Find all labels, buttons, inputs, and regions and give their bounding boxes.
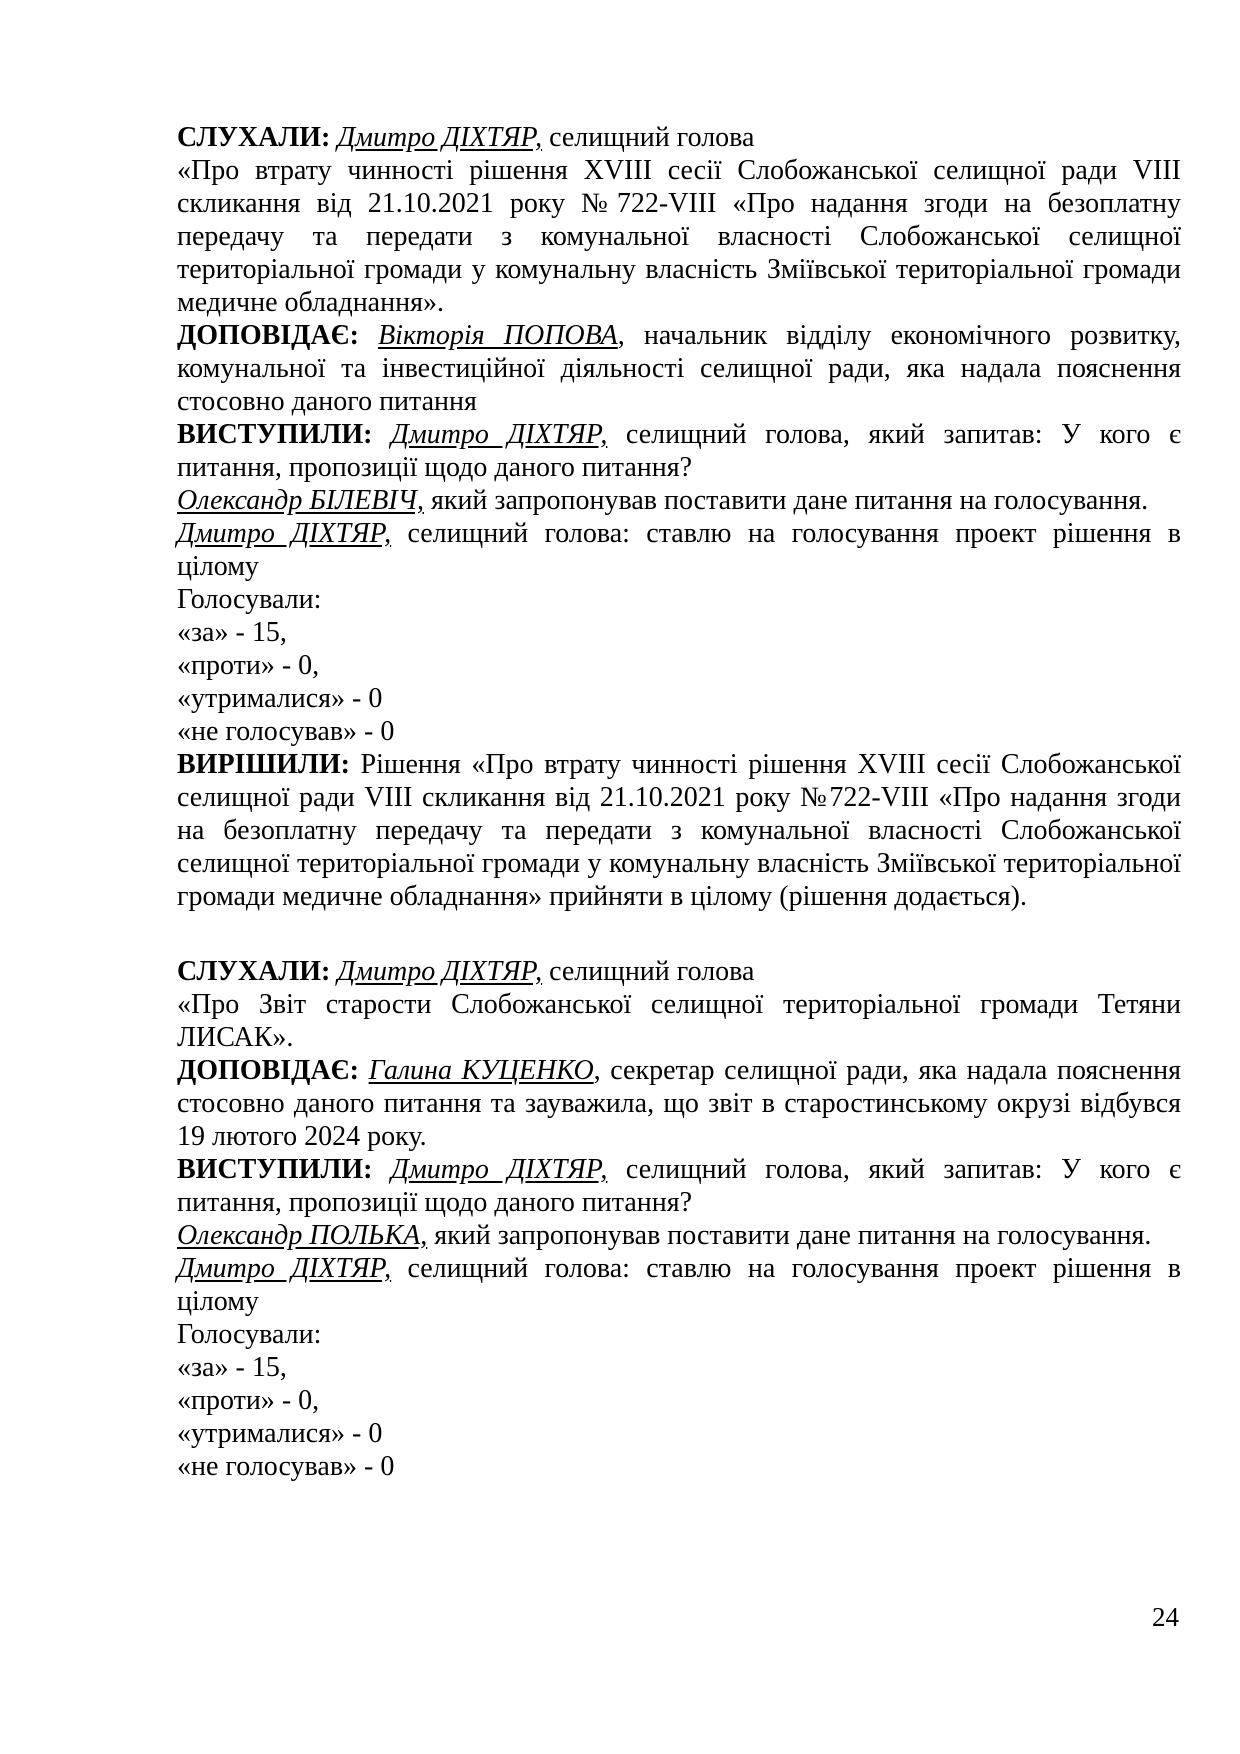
vote-abstained: «утрималися» - 0 (177, 1418, 383, 1449)
spoke-name: Дмитро ДІХТЯР, (391, 419, 608, 450)
vote-for: «за» - 15, (177, 1352, 287, 1383)
agenda-item-2 (177, 955, 1181, 1483)
spoke-label: ВИСТУПИЛИ: (177, 419, 373, 450)
spoke-text: селищний голова, який запитав: У кого є питання, пропозиції щодо даного питання? (177, 419, 1182, 483)
decided-line (177, 748, 1181, 913)
report-label: ДОПОВІДАЄ: (177, 1055, 359, 1086)
proposer-name: Олександр ПОЛЬКА, (177, 1220, 428, 1251)
decided-label: ВИРІШИЛИ: (177, 749, 350, 780)
vote-against: «проти» - 0, (177, 1385, 320, 1416)
chair-name: Дмитро ДІХТЯР, (177, 518, 392, 549)
spoke-line (177, 1153, 1181, 1219)
vote-abstained: «утрималися» - 0 (177, 683, 383, 714)
proposer-line (177, 484, 1181, 517)
vote-against: «проти» - 0, (177, 650, 320, 681)
report-text: , начальник відділу економічного розвитку, комунальної та інвестиційної діяльності селищної ради, яка надала пояснення стосовно даного питання (177, 320, 1182, 417)
report-line (177, 319, 1181, 418)
heard-role: селищний голова (542, 122, 755, 153)
chair-line (177, 517, 1181, 583)
proposer-name: Олександр БІЛЕВІЧ, (177, 485, 424, 516)
spoke-label: ВИСТУПИЛИ: (177, 1154, 373, 1185)
heard-label: СЛУХАЛИ: (177, 122, 331, 153)
page-number: 24 (1152, 1602, 1179, 1632)
heard-label: СЛУХАЛИ: (177, 956, 331, 987)
report-line (177, 1054, 1181, 1153)
report-name: Галина КУЦЕНКО (368, 1055, 594, 1086)
chair-text: селищний голова: ставлю на голосування проект рішення в цілому (177, 518, 1181, 582)
voted-label: Голосували: (177, 584, 322, 615)
report-text: , секретар селищної ради, яка надала пояснення стосовно даного питання та зауважила, що звіт в старостинському окрузі відбувся 19 лютого 2024 року. (177, 1055, 1181, 1152)
chair-name: Дмитро ДІХТЯР, (177, 1253, 392, 1284)
heard-role: селищний голова (542, 956, 755, 987)
topic-text: «Про втрату чинності рішення XVIII сесії Слобожанської селищної ради VIII скликання від 21.10.2021 року №722-VIII «Про надання згоди на безоплатну передачу та передати з комунальної власності Слобожанської селищної територіальної громади у комунальну власність Зміївської територіальної громади медичне обладнання». (177, 155, 1181, 318)
heard-name: Дмитро ДІХТЯР, (337, 956, 543, 987)
spoke-text: селищний голова, який запитав: У кого є питання, пропозиції щодо даного питання? (177, 1154, 1182, 1218)
topic-text: «Про Звіт старости Слобожанської селищної територіальної громади Тетяни ЛИСАК». (177, 989, 1181, 1053)
document-body (177, 121, 1181, 1483)
spoke-name: Дмитро ДІХТЯР, (391, 1154, 608, 1185)
report-label: ДОПОВІДАЄ: (177, 320, 359, 351)
heard-line (177, 121, 1181, 154)
vote-not-voted: «не голосував» - 0 (177, 716, 395, 747)
proposer-line (177, 1219, 1181, 1252)
voted-label: Голосували: (177, 1319, 322, 1350)
proposer-text: який запропонував поставити дане питання на голосування. (423, 485, 1149, 516)
report-name: Вікторія ПОПОВА (378, 320, 618, 351)
chair-text: селищний голова: ставлю на голосування проект рішення в цілому (177, 1253, 1181, 1317)
heard-line (177, 955, 1181, 988)
heard-name: Дмитро ДІХТЯР, (337, 122, 543, 153)
spoke-line (177, 418, 1181, 484)
vote-for: «за» - 15, (177, 617, 287, 648)
chair-line (177, 1252, 1181, 1318)
decided-text: Рішення «Про втрату чинності рішення XVIII сесії Слобожанської селищної ради VIII скликання від 21.10.2021 року №722-VIII «Про надання згоди на безоплатну передачу та передати з комунальної власності Слобожанської селищної територіальної громади у комунальну власність Зміївської територіальної громади медичне обладнання» прийняти в цілому (рішення додається). (177, 749, 1181, 912)
proposer-text: який запропонував поставити дане питання на голосування. (427, 1220, 1152, 1251)
agenda-item-1 (177, 121, 1181, 913)
vote-not-voted: «не голосував» - 0 (177, 1451, 395, 1482)
